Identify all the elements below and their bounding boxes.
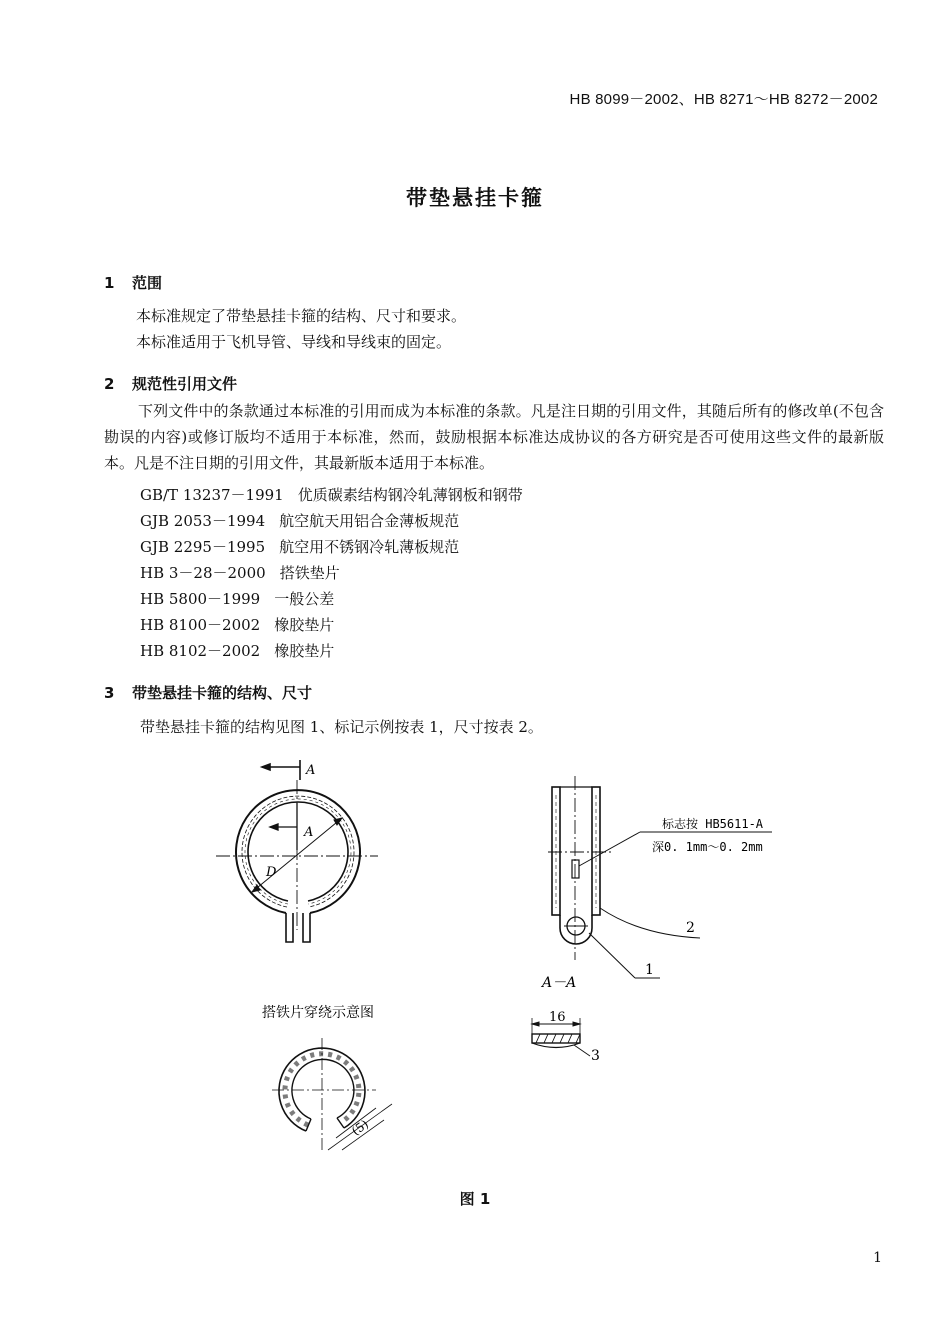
section-view-label: A－A bbox=[542, 975, 577, 991]
section-3-paragraph: 带垫悬挂卡箍的结构见图 1、标记示例按表 1，尺寸按表 2。 bbox=[140, 718, 543, 736]
section-2-title: 规范性引用文件 bbox=[132, 375, 238, 393]
section-2-paragraph: 下列文件中的条款通过本标准的引用而成为本标准的条款。凡是注日期的引用文件，其随后所有的修改单(不包含勘误的内容)或修订版均不适用于本标准，然而，鼓励根据本标准达成协议的各方研究是否可使用这些文件的最新版本。凡是不注日期的引用文件，其最新版本适用于本标准。 bbox=[104, 402, 884, 472]
marking-note-line1: 标志按 HB5611-A bbox=[662, 817, 764, 831]
section-3-number: 3 bbox=[104, 684, 115, 702]
section-1-paragraph-2: 本标准适用于飞机导管、导线和导线束的固定。 bbox=[136, 333, 452, 351]
reference-code: HB 8100－2002 bbox=[140, 616, 261, 634]
section-3-title: 带垫悬挂卡箍的结构、尺寸 bbox=[132, 684, 313, 702]
reference-name: 橡胶垫片 bbox=[274, 642, 335, 660]
section-1-title: 范围 bbox=[132, 274, 163, 292]
reference-name: 航空航天用铝合金薄板规范 bbox=[279, 512, 460, 530]
document-title: 带垫悬挂卡箍 bbox=[406, 186, 544, 210]
page-number: 1 bbox=[873, 1250, 882, 1266]
section-arrow-inner bbox=[270, 803, 297, 850]
callout-1: 1 bbox=[645, 962, 654, 978]
section-2-number: 2 bbox=[104, 375, 115, 393]
callout-3: 3 bbox=[591, 1048, 600, 1064]
clamp-tabs bbox=[286, 913, 310, 942]
inner-section-mark-label: A bbox=[304, 825, 314, 840]
reference-name: 航空用不锈钢冷轧薄板规范 bbox=[279, 538, 460, 556]
standard-code: HB 8099－2002、HB 8271～HB 8272－2002 bbox=[569, 91, 878, 108]
figure-caption: 图 1 bbox=[459, 1190, 491, 1208]
section-mark-label: A bbox=[306, 763, 316, 778]
callout-2: 2 bbox=[686, 920, 695, 936]
grounding-ring-sketch bbox=[272, 1038, 392, 1150]
reference-code: HB 5800－1999 bbox=[140, 590, 261, 608]
grounding-caption: 搭铁片穿绕示意图 bbox=[262, 1005, 374, 1021]
section-1-paragraph-1: 本标准规定了带垫悬挂卡箍的结构、尺寸和要求。 bbox=[136, 307, 467, 325]
reference-name: 橡胶垫片 bbox=[274, 616, 335, 634]
reference-name: 优质碳素结构钢冷轧薄钢板和钢带 bbox=[297, 486, 523, 504]
section-1-number: 1 bbox=[104, 274, 115, 292]
reference-code: GB/T 13237－1991 bbox=[140, 486, 284, 504]
marking-note-line2: 深0. 1mm～0. 2mm bbox=[652, 840, 763, 854]
section-arrow-top bbox=[262, 760, 300, 780]
reference-code: GJB 2295－1995 bbox=[140, 538, 266, 556]
reference-name: 搭铁垫片 bbox=[279, 564, 340, 582]
reference-code: HB 8102－2002 bbox=[140, 642, 261, 660]
reference-code: GJB 2053－1994 bbox=[140, 512, 266, 530]
reference-code: HB 3－28－2000 bbox=[140, 564, 266, 582]
diameter-label: D bbox=[266, 865, 277, 880]
section-view bbox=[548, 776, 612, 960]
clamp-ring bbox=[236, 790, 360, 913]
dimension-5: (5) bbox=[349, 1116, 372, 1139]
reference-name: 一般公差 bbox=[274, 590, 335, 608]
dimension-16: 16 bbox=[549, 1010, 566, 1025]
